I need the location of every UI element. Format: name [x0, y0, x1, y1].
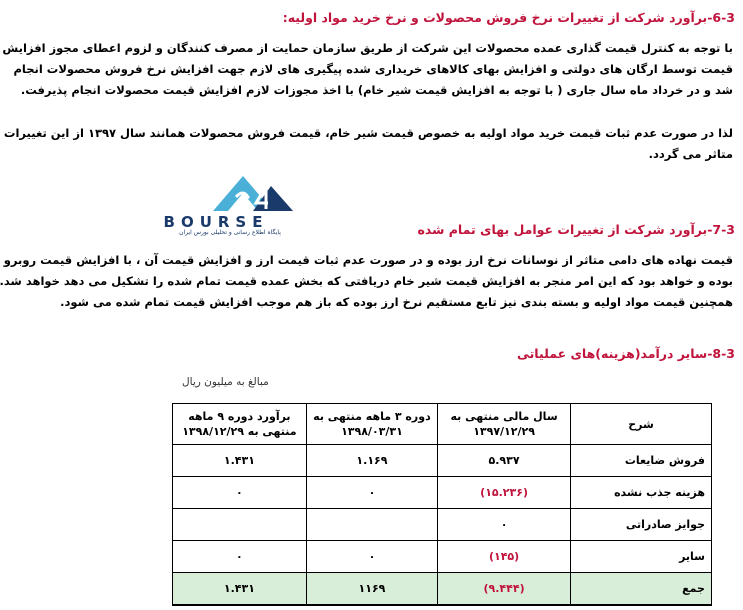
cell-3-month: ۱.۱۶۹ — [306, 445, 437, 477]
raw-milk-price-paragraph — [3, 123, 733, 165]
cell-fiscal-1397: (۹.۴۴۴) — [438, 573, 571, 606]
paragraph-line: همچنین قیمت مواد اولیه و بسته بندی نیز تابع مستقیم نرخ ارز بوده که باز هم موجب افزایش قیمت تمام شده می شود. — [60, 295, 733, 309]
row-description: فروش ضایعات — [571, 445, 712, 477]
header-line: ۱۳۹۷/۱۲/۲۹ — [473, 425, 535, 438]
section-heading-cost-factors: 7-3-برآورد شرکت از تغییرات عوامل بهای تمام شده — [417, 222, 735, 237]
cell-3-month: ۰ — [306, 541, 437, 573]
paragraph-line: شد و در خرداد ماه سال جاری ( با توجه به افزایش قیمت شیر خام) با اخذ مجوزات لازم افزایش قیمت محصولات انجام پذیرفت. — [20, 83, 733, 97]
row-description: جوایز صادراتی — [571, 509, 712, 541]
section-heading-sales-price-estimate: 6-3-برآورد شرکت از تغییرات نرخ فروش محصولات و نرخ خرید مواد اولیه: — [282, 10, 735, 25]
cell-fiscal-1397: (۱۵.۲۳۶) — [438, 477, 571, 509]
cost-factors-paragraph — [0, 250, 733, 313]
cell-3-month: ۰ — [306, 477, 437, 509]
cell-9-month: ۱.۴۳۱ — [173, 445, 307, 477]
row-description: هزینه جذب نشده — [571, 477, 712, 509]
logo-wordmark: BOURSE — [163, 213, 269, 231]
logo-subtitle: پایگاه اطلاع رسانی و تحلیلی بورس ایران — [179, 229, 281, 236]
table-header-row — [173, 404, 712, 445]
section-heading-other-operating-income: 8-3-سایر درآمد(هزینه)های عملیاتی — [516, 346, 735, 361]
cell-3-month — [306, 509, 437, 541]
cell-fiscal-1397: ۵.۹۳۷ — [438, 445, 571, 477]
cell-9-month: ۱.۴۳۱ — [173, 573, 307, 606]
header-9-month-estimate — [173, 404, 307, 445]
row-description: جمع — [571, 573, 712, 606]
paragraph-line: لذا در صورت عدم ثبات قیمت خرید مواد اولیه به خصوص قیمت شیر خام، قیمت فروش محصولات همانند سال ۱۳۹۷ از این تغییرات — [3, 126, 733, 140]
cell-fiscal-1397: (۱۴۵) — [438, 541, 571, 573]
header-line: دوره ۳ ماهه منتهی به — [313, 410, 431, 423]
paragraph-line: بوده و خواهد بود که این امر منجر به افزایش قیمت شیر خام دریافتی که بخش عمده قیمت تمام شده را تشکیل می دهد خواهد شد. — [0, 274, 733, 288]
cell-3-month: ۱۱۶۹ — [306, 573, 437, 606]
cell-fiscal-1397: ۰ — [438, 509, 571, 541]
cell-9-month: ۰ — [173, 477, 307, 509]
header-line: برآورد دوره ۹ ماهه — [188, 410, 291, 423]
header-line: ۱۳۹۸/۰۳/۳۱ — [341, 425, 403, 438]
header-fiscal-1397 — [438, 404, 571, 445]
paragraph-line: قیمت توسط ارگان های دولتی و افزایش بهای کالاهای خریداری شده پیگیری های لازم جهت افزایش نرخ فروش محصولات انجام — [13, 62, 733, 76]
other-operating-income-table — [172, 403, 712, 606]
table-total-row — [173, 573, 712, 606]
paragraph-line: متاثر می گردد. — [648, 147, 733, 161]
header-description: شرح — [571, 404, 712, 445]
table-row — [173, 477, 712, 509]
table-row — [173, 509, 712, 541]
unit-note: مبالغ به میلیون ریال — [182, 376, 269, 388]
paragraph-line: قیمت نهاده های دامی متاثر از نوسانات نرخ ارز بوده و در صورت عدم ثبات قیمت ارز و افزایش قیمت آن ، با افزایش قیمت روبرو — [3, 253, 733, 267]
cell-9-month — [173, 509, 307, 541]
sales-price-paragraph — [2, 38, 733, 101]
header-line: منتهی به ۱۳۹۸/۱۲/۲۹ — [182, 425, 297, 438]
paragraph-line: با توجه به کنترل قیمت گذاری عمده محصولات این شرکت از طریق سازمان حمایت از مصرف کنندگان و لزوم اعطای مجوز افزایش — [2, 41, 733, 55]
cell-9-month: ۰ — [173, 541, 307, 573]
header-line: سال مالی منتهی به — [450, 410, 558, 423]
header-3-month-period — [306, 404, 437, 445]
table-row — [173, 541, 712, 573]
row-description: سایر — [571, 541, 712, 573]
table-row — [173, 445, 712, 477]
